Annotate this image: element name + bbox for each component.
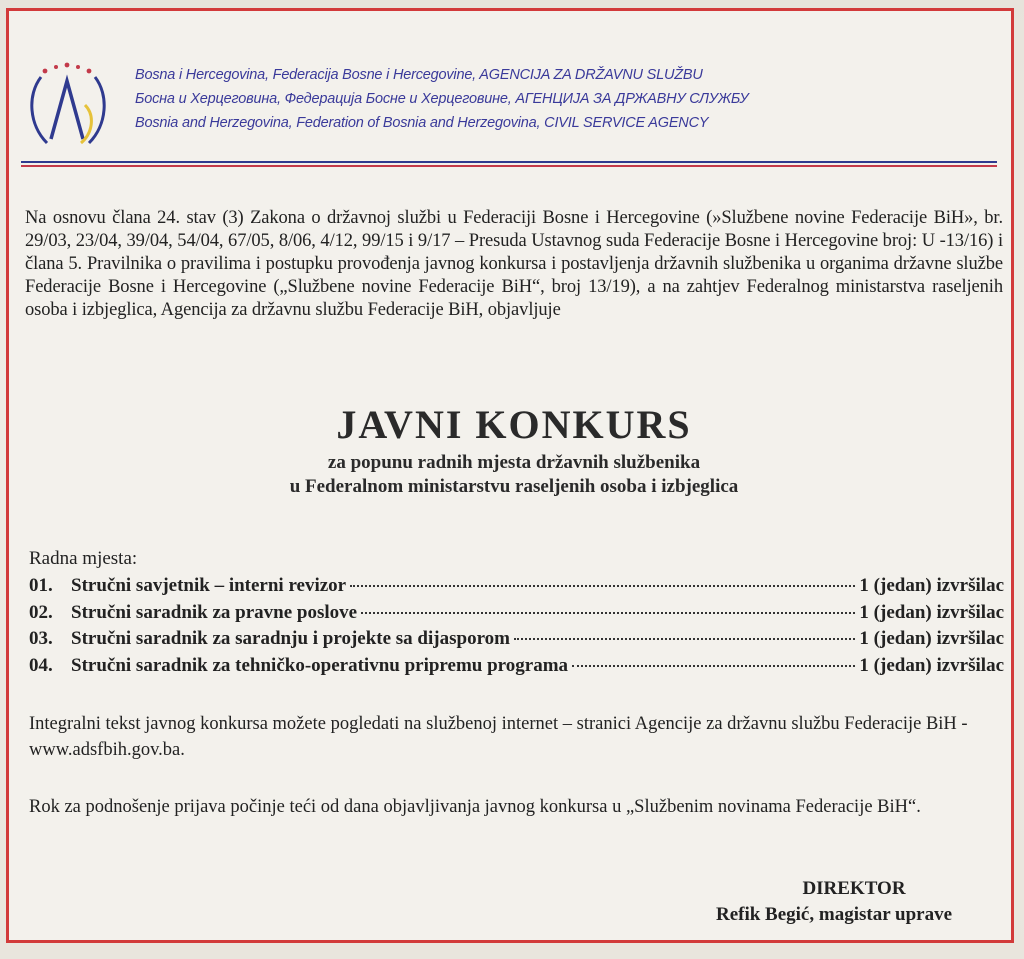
civil-service-agency-logo-icon bbox=[23, 55, 113, 155]
position-count: 1 (jedan) izvršilac bbox=[859, 654, 1004, 676]
director-name: Refik Begić, magistar uprave bbox=[715, 904, 953, 925]
positions-label: Radna mjesta: bbox=[29, 548, 138, 569]
announcement-subtitle bbox=[9, 451, 1019, 499]
position-number: 01. bbox=[29, 575, 53, 596]
position-number: 02. bbox=[29, 601, 53, 623]
position-row bbox=[29, 626, 1004, 653]
position-row bbox=[29, 600, 1004, 627]
announcement-title: JAVNI KONKURS bbox=[336, 402, 692, 447]
position-title: Stručni saradnik za saradnju i projekte sa dijasporom bbox=[71, 628, 510, 649]
position-row bbox=[29, 653, 1004, 680]
legal-basis-paragraph: Na osnovu člana 24. stav (3) Zakona o državnoj službi u Federaciji Bosne i Hercegovine (»Službene novine Federacije BiH», br. 29/03, 23/04, 39/04, 54/04, 67/05, 8/06, 4/12, 99/15 i 9/17 – Presuda Ustavnog suda Federacije Bosne i Hercegovine broj: U -13/16) i člana 5. Pravilnika o pravilima i postupku provođenja javnog konkursa i postavljenja državnih službenika u organima državne službe Federacije Bosne i Hercegovine („Službene novine Federacije BiH“, broj 13/19), a na zahtjev Federalnog ministarstva raseljenih osoba i izbjeglica, Agencija za državnu službu Federacije BiH, objavljuje bbox=[25, 208, 1003, 320]
header-rule-blue bbox=[21, 161, 997, 163]
agency-name-lines bbox=[135, 63, 995, 135]
position-title: Stručni saradnik za tehničko-operativnu pripremu programa bbox=[71, 654, 569, 676]
integral-text-paragraph: Integralni tekst javnog konkursa možete pogledati na službenoj internet – stranici Agencije za državnu službu Federacije BiH - www.adsfbih.gov.ba. bbox=[29, 714, 968, 760]
header-rule-red bbox=[21, 165, 997, 167]
position-count: 1 (jedan) izvršilac bbox=[859, 601, 1004, 623]
position-row bbox=[29, 573, 1004, 600]
position-number: 04. bbox=[29, 654, 53, 676]
agency-header bbox=[17, 43, 1007, 163]
agency-name-bosnian: Bosna i Hercegovina, Federacija Bosne i Hercegovine, AGENCIJA ZA DRŽAVNU SLUŽBU bbox=[135, 67, 703, 83]
signature-block bbox=[659, 876, 1009, 928]
dot-leader bbox=[514, 637, 855, 640]
positions-list bbox=[29, 573, 1004, 679]
dot-leader bbox=[350, 584, 855, 587]
position-count: 1 (jedan) izvršilac bbox=[859, 628, 1004, 649]
agency-name-english: Bosnia and Herzegovina, Federation of Bosnia and Herzegovina, CIVIL SERVICE AGENCY bbox=[135, 115, 709, 131]
agency-name-serbian: Босна и Херцеговина, Федерација Босне и Херцеговине, АГЕНЦИЈА ЗА ДРЖАВНУ СЛУЖБУ bbox=[135, 91, 749, 107]
position-title: Stručni savjetnik – interni revizor bbox=[71, 575, 347, 596]
subtitle-line-2: u Federalnom ministarstvu raseljenih osoba i izbjeglica bbox=[289, 476, 739, 497]
deadline-paragraph: Rok za podnošenje prijava počinje teći od dana objavljivanja javnog konkursa u „Službenim novinama Federacije BiH“. bbox=[29, 797, 921, 817]
dot-leader bbox=[361, 611, 855, 614]
dot-leader bbox=[572, 664, 855, 667]
announcement-frame bbox=[6, 8, 1014, 943]
director-title: DIREKTOR bbox=[802, 878, 906, 899]
subtitle-line-1: za popunu radnih mjesta državnih službenika bbox=[327, 452, 701, 473]
position-title: Stručni saradnik za pravne poslove bbox=[71, 601, 358, 623]
position-count: 1 (jedan) izvršilac bbox=[859, 575, 1004, 596]
position-number: 03. bbox=[29, 628, 53, 649]
